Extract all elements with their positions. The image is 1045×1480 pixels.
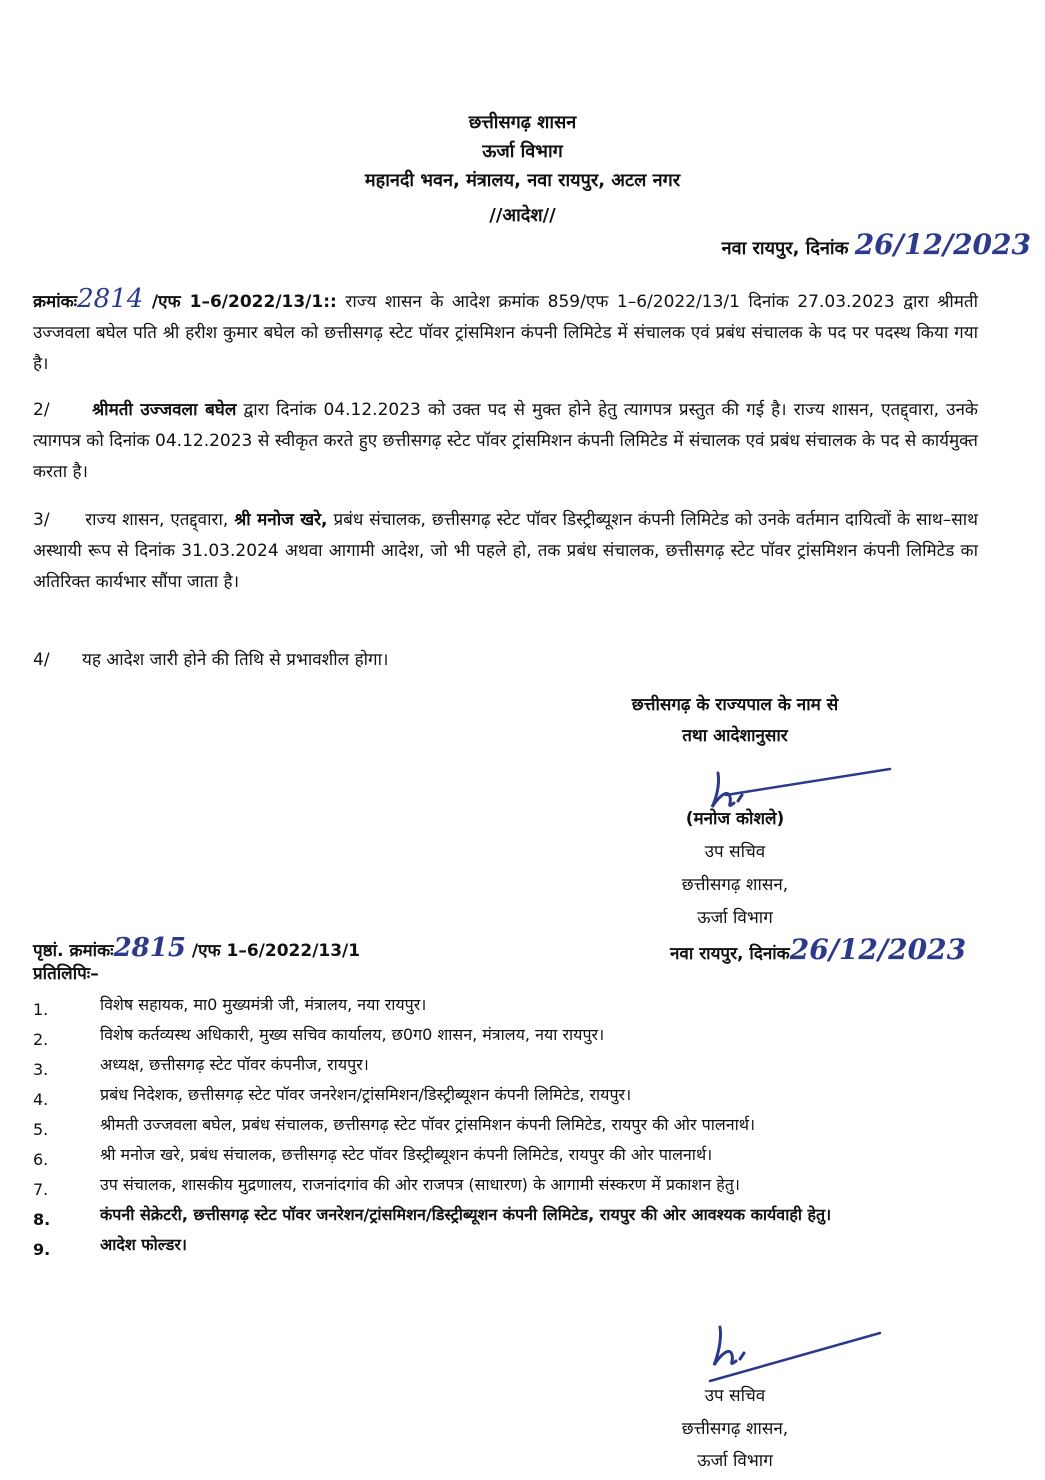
- signatory-designation: उप सचिव: [704, 842, 766, 862]
- paragraph-3-text: प्रबंध संचालक, छत्तीसगढ़ स्टेट पॉवर डिस्ट्रीब्यूशन कंपनी लिमिटेड को उनके वर्तमान दायित्वों के साथ–साथ अस्थायी रूप से दिनांक 31.03.2024 अथवा आगामी आदेश, जो भी पहले हो, तक प्रबंध संचालक, छत्तीसगढ़ स्टेट पॉवर ट्रांसमिशन कंपनी लिमिटेड का अतिरिक्त कार्यभार सौंपा जाता है।: [33, 510, 979, 592]
- order-number-label: क्रमांकः: [33, 292, 78, 312]
- list-item-number: 9.: [33, 1240, 51, 1259]
- paragraph-3-number: 3/: [33, 510, 50, 530]
- endorsement-file-ref: /एफ 1–6/2022/13/1: [191, 941, 361, 961]
- list-item-number: 4.: [33, 1090, 49, 1109]
- list-item: [33, 1140, 983, 1169]
- endorsement-date: [670, 930, 966, 969]
- endorsement-number-label: पृष्ठां. क्रमांकः: [33, 941, 114, 961]
- list-item-number: 5.: [33, 1120, 49, 1139]
- list-item-number: 3.: [33, 1060, 49, 1079]
- signatory-name: (मनोज कोशले): [685, 809, 785, 829]
- list-item-number: 6.: [33, 1150, 49, 1169]
- order-file-ref: /एफ 1–6/2022/13/1::: [151, 292, 337, 312]
- signatory-dept: ऊर्जा विभाग: [697, 908, 773, 928]
- list-item-number: 7.: [33, 1180, 49, 1199]
- signatory-2-dept: ऊर्जा विभाग: [697, 1451, 773, 1471]
- list-item-text: प्रबंध निदेशक, छत्तीसगढ़ स्टेट पॉवर जनरेशन/ट्रांसमिशन/डिस्ट्रीब्यूशन कंपनी लिमिटेड, रायपुर।: [100, 1085, 632, 1104]
- list-item: [33, 1200, 983, 1229]
- paragraph-2-number: 2/: [33, 400, 50, 420]
- authority-line-2: तथा आदेशानुसार: [682, 726, 788, 746]
- copy-to-list: [33, 990, 983, 1260]
- list-item-text: श्रीमती उज्जवला बघेल, प्रबंध संचालक, छत्तीसगढ़ स्टेट पॉवर ट्रांसमिशन कंपनी लिमिटेड, रायपुर की ओर पालनार्थ।: [100, 1115, 756, 1134]
- handwritten-endorsement-date: 26/12/2023: [789, 933, 967, 966]
- order-heading: //आदेश//: [489, 205, 556, 226]
- list-item-text: कंपनी सेक्रेटरी, छत्तीसगढ़ स्टेट पॉवर जनरेशन/ट्रांसमिशन/डिस्ट्रीब्यूशन कंपनी लिमिटेड, रायपुर की ओर आवश्यक कार्यवाही हेतु।: [100, 1205, 832, 1224]
- paragraph-4-text: यह आदेश जारी होने की तिथि से प्रभावशील होगा।: [81, 650, 389, 670]
- authority-block: [560, 690, 910, 752]
- order-paragraph-3: [33, 505, 978, 598]
- list-item-text: श्री मनोज खरे, प्रबंध संचालक, छत्तीसगढ़ स्टेट पॉवर डिस्ट्रीब्यूशन कंपनी लिमिटेड, रायपुर की ओर पालनार्थ।: [100, 1145, 713, 1164]
- list-item: [33, 990, 983, 1019]
- list-item-number: 8.: [33, 1210, 51, 1229]
- copy-to-label: प्रतिलिपिः–: [33, 964, 99, 984]
- list-item-text: आदेश फोल्डर।: [100, 1235, 187, 1254]
- list-item: [33, 1110, 983, 1139]
- list-item-text: विशेष कर्तव्यस्थ अधिकारी, मुख्य सचिव कार्यालय, छ0ग0 शासन, मंत्रालय, नया रायपुर।: [100, 1025, 605, 1044]
- paragraph-4-number: 4/: [33, 650, 50, 670]
- paragraph-3-name: श्री मनोज खरे,: [234, 510, 328, 530]
- paragraph-3-pre: राज्य शासन, एतद्द्वारा,: [85, 510, 229, 530]
- list-item: [33, 1050, 983, 1079]
- list-item: [33, 1230, 983, 1259]
- order-paragraph-1: [33, 284, 978, 380]
- paragraph-2-text: द्वारा दिनांक 04.12.2023 को उक्त पद से मुक्त होने हेतु त्यागपत्र प्रस्तुत की गई है। राज्य शासन, एतद्द्वारा, उनके त्यागपत्र को दिनांक 04.12.2023 से स्वीकृत करते हुए छत्तीसगढ़ स्टेट पॉवर ट्रांसमिशन कंपनी लिमिटेड में संचालक एवं प्रबंध संचालक के पद से कार्यमुक्त करता है।: [33, 400, 978, 482]
- order-paragraph-4: [33, 645, 978, 676]
- authority-line-1: छत्तीसगढ़ के राज्यपाल के नाम से: [631, 695, 839, 715]
- government-name: छत्तीसगढ़ शासन: [468, 112, 577, 133]
- endorsement-place-date-label: नवा रायपुर, दिनांक: [670, 944, 790, 964]
- office-address: महानदी भवन, मंत्रालय, नवा रायपुर, अटल नगर: [364, 170, 681, 191]
- list-item-number: 1.: [33, 1000, 49, 1019]
- order-date-line: [722, 225, 1031, 264]
- list-item: [33, 1080, 983, 1109]
- signatory-2-org: छत्तीसगढ़ शासन,: [681, 1419, 789, 1439]
- handwritten-date: 26/12/2023: [854, 228, 1031, 261]
- paragraph-1-text: राज्य शासन के आदेश क्रमांक 859/एफ 1–6/2022/13/1 दिनांक 27.03.2023 द्वारा श्रीमती उज्जवला बघेल पति श्री हरीश कुमार बघेल को छत्तीसगढ़ स्टेट पॉवर ट्रांसमिशन कंपनी लिमिटेड में संचालक एवं प्रबंध संचालक के पद पर पदस्थ किया गया है।: [33, 292, 979, 374]
- signatory-org: छत्तीसगढ़ शासन,: [681, 875, 789, 895]
- signatory-2-designation: उप सचिव: [704, 1386, 766, 1406]
- list-item-number: 2.: [33, 1030, 49, 1049]
- list-item-text: अध्यक्ष, छत्तीसगढ़ स्टेट पॉवर कंपनीज, रायपुर।: [100, 1055, 369, 1074]
- handwritten-order-number: 2814: [77, 284, 144, 314]
- paragraph-2-name: श्रीमती उज्जवला बघेल: [92, 400, 237, 420]
- order-paragraph-2: [33, 395, 978, 488]
- list-item-text: विशेष सहायक, मा0 मुख्यमंत्री जी, मंत्रालय, नया रायपुर।: [100, 995, 427, 1014]
- endorsement-line: [33, 930, 1013, 966]
- department-name: ऊर्जा विभाग: [482, 141, 563, 162]
- letterhead: [0, 110, 1045, 232]
- list-item: [33, 1020, 983, 1049]
- list-item-text: उप संचालक, शासकीय मुद्रणालय, राजनांदगांव की ओर राजपत्र (साधारण) के आगामी संस्करण में प्रकाशन हेतु।: [100, 1175, 740, 1194]
- handwritten-endorsement-number: 2815: [113, 933, 186, 963]
- list-item: [33, 1170, 983, 1199]
- place-date-label: नवा रायपुर, दिनांक: [721, 238, 849, 259]
